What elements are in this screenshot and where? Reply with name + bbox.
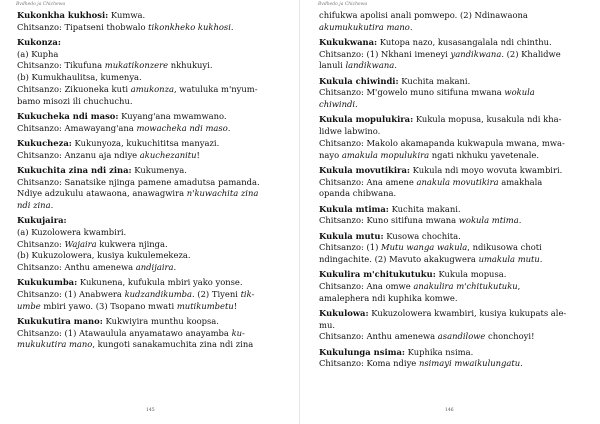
entry-text: Chitsanzo: Tikufuna: [17, 60, 105, 71]
entry-text: .: [50, 199, 54, 210]
entry-text: !: [196, 149, 200, 160]
entry-text: nayo: [319, 149, 342, 160]
entry-headline: [17, 165, 282, 177]
entry-text: , kungoti sanakamuchita zina ndi zina: [92, 339, 254, 350]
entry-line: [17, 177, 282, 189]
entry-text: Kukunena, kufukula mbiri yako yonse.: [77, 277, 243, 288]
headword: Kukonkha kukhosi:: [17, 10, 109, 20]
entry-text: , watuluka m'nyum-: [173, 83, 258, 94]
entry-text: amalephera ndi kuphika komwe.: [319, 292, 458, 303]
example-phrase: kudzandikumba: [124, 289, 193, 300]
entry-text: kukwera njinga.: [96, 238, 168, 249]
entry-text: (a) Kupha: [17, 48, 59, 59]
entry-text: Kutopa nazo, kusasangalala ndi chinthu.: [377, 37, 552, 47]
entry-headline: [17, 316, 282, 328]
entry-text: .: [520, 358, 523, 369]
entry-text: Chitsanzo: Tipatseni thobwalo: [17, 21, 149, 32]
headword: Kukukwana:: [319, 37, 378, 47]
example-phrase: n'kuwachita zina: [186, 188, 259, 199]
entry-headline: [319, 204, 584, 216]
entry-line: [17, 150, 282, 162]
example-phrase: landikwana: [345, 60, 395, 71]
dictionary-entry: [17, 10, 282, 33]
example-phrase: amukonza: [130, 83, 174, 94]
dictionary-entry: [17, 277, 282, 312]
entry-text: mbiri yawo. (3) Tsopano mwati: [40, 300, 177, 311]
entry-line: [319, 87, 584, 99]
entry-text: .: [227, 122, 231, 133]
entry-line: [17, 188, 282, 200]
example-phrase: Mutu wanga wakula: [381, 242, 468, 253]
entry-text: .: [394, 60, 397, 71]
entry-headline: [17, 277, 282, 289]
example-phrase: ku-: [231, 327, 245, 338]
entry-line: [319, 293, 584, 305]
entry-text: , ndikusowa choti: [467, 242, 542, 253]
dictionary-entry: [17, 37, 282, 107]
headword: Kukucheza:: [17, 137, 72, 148]
dictionary-entry: [319, 308, 584, 343]
example-phrase: tik-: [240, 289, 255, 300]
entry-headline: [17, 138, 282, 150]
headword: Kukucheka ndi maso:: [17, 110, 119, 121]
example-phrase: andijaira: [135, 262, 174, 273]
entry-text: Kukula ndi moyo wovuta kwambiri.: [409, 164, 563, 175]
entry-line: [17, 301, 282, 313]
headword: Kukuchita zina ndi zina:: [17, 164, 132, 175]
entry-line: [319, 188, 584, 200]
headword: Kukulowa:: [319, 307, 369, 318]
dictionary-entry: [17, 215, 282, 274]
entry-line: [319, 150, 584, 162]
right-page-body: [319, 10, 584, 374]
entry-text: .: [173, 262, 177, 273]
entry-line: [17, 328, 282, 340]
dictionary-entry: [319, 231, 584, 266]
entry-line: [17, 60, 282, 72]
entry-text: lidwe labwino.: [319, 126, 381, 137]
dictionary-entry: [17, 316, 282, 351]
entry-text: Chitsanzo: Kuno sitifuna mwana: [319, 215, 459, 226]
example-phrase: tikonkheko kukhosi: [148, 21, 231, 32]
example-phrase: mowacheka ndi maso: [136, 122, 228, 133]
example-phrase: amakula mopulukira: [341, 149, 430, 160]
entry-line: [17, 250, 282, 262]
example-phrase: mukukutira mano: [17, 339, 93, 350]
entry-line: [17, 289, 282, 301]
entry-text: Chitsanzo: Ana omwe: [319, 280, 414, 291]
entry-headline: [17, 215, 282, 227]
entry-headline: [319, 10, 584, 22]
headword: Kukukumba:: [17, 277, 78, 288]
entry-line: [319, 242, 584, 254]
entry-line: [17, 339, 282, 351]
entry-text: Chitsanzo: (1) Nkhani imeneyi: [319, 48, 451, 59]
entry-headline: [319, 308, 584, 320]
entry-text: Chitsanzo: Amawayang'ana: [17, 122, 137, 133]
entry-text: !: [233, 300, 238, 311]
entry-line: [17, 72, 282, 84]
entry-line: [319, 138, 584, 150]
entry-text: .: [355, 99, 358, 110]
entry-line: [319, 126, 584, 138]
entry-headline: [319, 114, 584, 126]
entry-text: Kuchita makani.: [398, 75, 471, 86]
dictionary-entry: [319, 10, 584, 33]
entry-text: Kukula mopusa, kusakula ndi kha-: [413, 114, 562, 125]
entry-text: Chitsanzo: Anthu amenewa: [17, 262, 136, 273]
entry-line: [17, 123, 282, 135]
entry-text: Chitsanzo: Koma ndiye: [319, 358, 419, 369]
entry-text: Kuphika nsima.: [405, 346, 474, 357]
headword: Kukulunga nsima:: [319, 346, 405, 357]
entry-headline: [17, 10, 282, 22]
entry-line: [319, 254, 584, 266]
entry-text: chifukwa apolisi anali pomwepo. (2) Ndinawaona: [319, 10, 528, 20]
left-page-body: [17, 10, 282, 355]
entry-text: lanuli: [319, 60, 346, 71]
entry-line: [17, 84, 282, 96]
entry-line: [17, 262, 282, 274]
entry-text: Chitsanzo: M'gowelo muno sitifuna mwana: [319, 87, 505, 98]
example-phrase: anakulira m'chitukutuku: [413, 280, 518, 291]
entry-text: Chitsanzo: Anzanu aja ndiye: [17, 149, 140, 160]
entry-text: (a) Kuzolowera kwambiri.: [17, 226, 127, 237]
example-phrase: ndi zina: [17, 199, 51, 210]
entry-text: opanda chibwana.: [319, 188, 397, 199]
entry-text: .: [230, 21, 234, 32]
entry-text: .: [539, 253, 543, 264]
entry-line: [17, 200, 282, 212]
headword: Kukula mopulukira:: [319, 114, 414, 125]
entry-text: Chitsanzo: Zikuoneka kuti: [17, 83, 131, 94]
entry-headline: [319, 269, 584, 281]
example-phrase: mukatikonzere: [104, 60, 169, 71]
page-number-right: 146: [445, 408, 454, 413]
dictionary-entry: [319, 165, 584, 200]
example-phrase: yandikwana: [450, 48, 502, 59]
entry-text: nkhukuyi.: [168, 60, 213, 71]
entry-line: [17, 239, 282, 251]
entry-text: (b) Kukuzolowera, kusiya kukulemekeza.: [17, 250, 191, 261]
entry-text: Kukuzolowera kwambiri, kusiya kukupats ale-: [368, 307, 567, 318]
example-phrase: mutikumbetu: [176, 300, 234, 311]
entry-text: Kukumenya.: [131, 164, 187, 175]
dictionary-entry: [319, 76, 584, 111]
running-head-left: Bvdhedo ja Chichewa: [16, 2, 66, 7]
entry-line: [17, 22, 282, 34]
example-phrase: Wajaira: [64, 238, 97, 249]
entry-text: ,: [517, 280, 521, 291]
entry-text: .: [409, 21, 413, 32]
entry-line: [319, 60, 584, 72]
running-head-right: Bvdhedo ja Chichewa: [318, 2, 368, 7]
page-number-left: 145: [146, 408, 155, 413]
entry-text: amakhala: [498, 176, 543, 187]
entry-line: [319, 215, 584, 227]
dictionary-entry: [319, 347, 584, 370]
example-phrase: umbe: [17, 300, 41, 311]
entry-line: [17, 227, 282, 239]
entry-text: Ndiye adzukulu atawaona, anawagwira: [17, 188, 187, 199]
entry-headline: [319, 76, 584, 88]
entry-headline: [319, 165, 584, 177]
entry-text: Kukunyoza, kukuchititsa manyazi.: [71, 137, 220, 148]
entry-text: bamo misozi ili chuchuchu.: [17, 95, 133, 106]
entry-text: Kumwa.: [108, 10, 146, 20]
entry-text: Kukula mopusa.: [435, 269, 507, 280]
entry-headline: [17, 111, 282, 123]
headword: Kukonza:: [17, 37, 61, 47]
entry-text: mu.: [319, 319, 335, 330]
example-phrase: wokula mtima: [458, 215, 519, 226]
entry-headline: [319, 37, 584, 49]
entry-text: chonchoyi!: [485, 331, 535, 342]
example-phrase: chiwindi: [319, 99, 356, 110]
entry-line: [319, 177, 584, 189]
entry-headline: [319, 231, 584, 243]
entry-line: [319, 358, 584, 370]
entry-line: [319, 331, 584, 343]
right-page: [300, 0, 600, 424]
entry-text: Kuchita makani.: [388, 203, 461, 214]
entry-line: [319, 49, 584, 61]
entry-text: ngati nkhuku yavetenale.: [429, 149, 540, 160]
entry-headline: [319, 347, 584, 359]
headword: Kukujaira:: [17, 215, 67, 226]
entry-text: Chitsanzo:: [17, 238, 65, 249]
example-phrase: asandilowe: [437, 331, 486, 342]
example-phrase: akuchezanitu: [139, 149, 197, 160]
example-phrase: anakula movutikira: [416, 176, 499, 187]
entry-text: . (2) Tiyeni: [192, 289, 241, 300]
entry-text: Kusowa chochita.: [383, 230, 461, 241]
dictionary-entry: [17, 138, 282, 161]
entry-text: Chitsanzo: (1) Anabwera: [17, 289, 125, 300]
entry-line: [17, 96, 282, 108]
dictionary-entry: [319, 114, 584, 161]
entry-line: [319, 22, 584, 34]
example-phrase: akumukukutira mano: [319, 21, 410, 32]
example-phrase: nsimayi mwaikulungatu: [418, 358, 521, 369]
dictionary-entry: [17, 111, 282, 134]
entry-text: Chitsanzo: Makolo akamapanda kukwapula mwana, mwa-: [319, 137, 565, 148]
dictionary-entry: [319, 204, 584, 227]
entry-text: Kuyang'ana mwamwano.: [118, 110, 227, 121]
entry-text: Chitsanzo: Anthu amenewa: [319, 331, 438, 342]
entry-text: Chitsanzo: (1): [319, 242, 381, 253]
headword: Kukula mtima:: [319, 203, 389, 214]
entry-line: [319, 99, 584, 111]
dictionary-entry: [319, 37, 584, 72]
entry-line: [319, 281, 584, 293]
headword: Kukukutira mano:: [17, 316, 103, 327]
example-phrase: umakula mutu: [478, 253, 540, 264]
entry-text: Chitsanzo: Sanatsike njinga pamene amadutsa pamanda.: [17, 176, 260, 187]
dictionary-entry: [17, 165, 282, 212]
entry-text: (b) Kumukhaulitsa, kumenya.: [17, 72, 142, 83]
entry-line: [319, 320, 584, 332]
example-phrase: wokula: [504, 87, 535, 98]
dictionary-entry: [319, 269, 584, 304]
entry-text: Chitsanzo: Ana amene: [319, 176, 417, 187]
headword: Kukula mutu:: [319, 230, 384, 241]
entry-line: [17, 49, 282, 61]
entry-headline: [17, 37, 282, 49]
entry-text: .: [518, 215, 522, 226]
entry-text: Kukwiyira munthu koopsa.: [102, 316, 219, 327]
headword: Kukula movutikira:: [319, 164, 410, 175]
entry-text: ndingachite. (2) Mavuto akakugwera: [319, 253, 479, 264]
entry-text: Chitsanzo: (1) Atawaulula anyamatawo anayamba: [17, 327, 232, 338]
headword: Kukula chiwindi:: [319, 75, 399, 86]
entry-text: . (2) Khalidwe: [501, 48, 561, 59]
headword: Kukulira m'chitukutuku:: [319, 269, 436, 280]
